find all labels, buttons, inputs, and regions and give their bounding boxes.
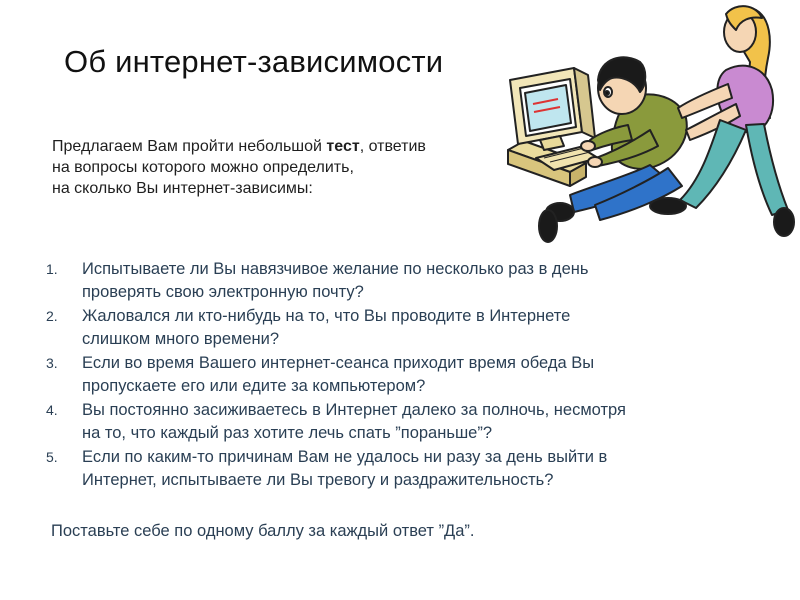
list-number: 1.: [46, 261, 58, 277]
computer-icon: [508, 68, 598, 186]
list-item: 4. Вы постоянно засиживаетесь в Интернет далеко за полночь, несмотря на то, что каждый раз хотите лечь спать ”пораньше”?: [46, 401, 626, 442]
list-number: 4.: [46, 402, 58, 418]
list-number: 2.: [46, 308, 58, 324]
list-number: 3.: [46, 355, 58, 371]
list-number: 5.: [46, 449, 58, 465]
intro-text: [52, 136, 426, 199]
intro-line-1: Предлагаем Вам пройти небольшой тест, ответив: [52, 138, 426, 155]
intro-line-3: на сколько Вы интернет-зависимы:: [52, 180, 313, 197]
test-word: тест: [326, 138, 360, 155]
questions-list: [40, 258, 760, 493]
list-item: 3. Если во время Вашего интернет-сеанса приходит время обеда Вы пропускаете его или едите за компьютером?: [46, 354, 595, 395]
list-item: 5. Если по каким-то причинам Вам не удалось ни разу за день выйти в Интернет, испытываете ли Вы тревогу и раздражительность?: [46, 448, 608, 489]
footer-instruction: Поставьте себе по одному баллу за каждый ответ ”Да”.: [51, 522, 475, 540]
internet-addiction-illustration: [500, 0, 800, 245]
list-item: 2. Жаловался ли кто-нибудь на то, что Вы проводите в Интернете слишком много времени?: [46, 307, 571, 348]
intro-line-2: на вопросы которого можно определить,: [52, 159, 354, 176]
list-item: 1. Испытываете ли Вы навязчивое желание по несколько раз в день проверять свою электронную почту?: [46, 260, 589, 301]
page-title: Об интернет-зависимости: [64, 44, 444, 79]
